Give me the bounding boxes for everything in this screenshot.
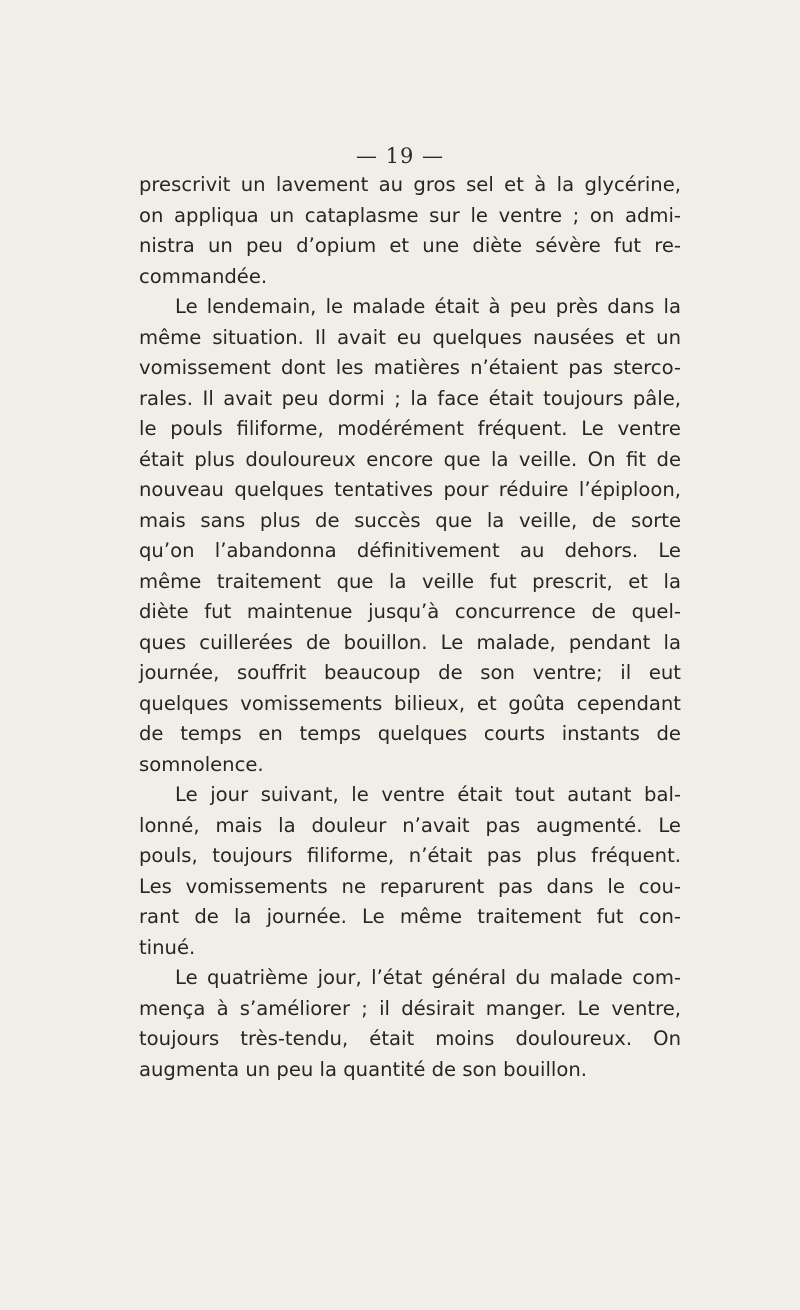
text-line: pouls, toujours filiforme, n’était pas plus fréquent. (139, 844, 681, 867)
text-line: vomissement dont les matières n’étaient pas sterco- (139, 356, 681, 379)
text-line: tinué. (139, 935, 196, 959)
text-line: le pouls filiforme, modérément fréquent. Le ventre (139, 417, 681, 440)
text-line: on appliqua un cataplasme sur le ventre ; on admi- (139, 203, 681, 227)
text-line: mença à s’améliorer ; il désirait manger. Le ventre, (139, 996, 681, 1020)
text-line: somnolence. (139, 752, 264, 776)
text-line: Le quatrième jour, l’état général du malade com- (175, 966, 681, 989)
text-line: Les vomissements ne reparurent pas dans le cou- (139, 874, 681, 898)
text-line: lonné, mais la douleur n’avait pas augmenté. Le (139, 813, 681, 837)
text-line: qu’on l’abandonna définitivement au dehors. Le (139, 539, 681, 562)
text-line: Le jour suivant, le ventre était tout autant bal- (175, 783, 681, 806)
body-text (139, 170, 681, 1085)
text-line: diète fut maintenue jusqu’à concurrence de quel- (139, 600, 681, 623)
text-line: nistra un peu d’opium et une diète sévère fut re- (139, 234, 681, 257)
text-line: nouveau quelques tentatives pour réduire l’épiploon, (139, 478, 681, 501)
text-line: était plus douloureux encore que la veille. On fit de (139, 447, 681, 471)
text-line: même situation. Il avait eu quelques nausées et un (139, 325, 681, 349)
text-line: ques cuillerées de bouillon. Le malade, pendant la (139, 630, 681, 654)
text-line: mais sans plus de succès que la veille, de sorte (139, 508, 681, 532)
text-line: augmenta un peu la quantité de son bouillon. (139, 1057, 587, 1081)
text-line: journée, souffrit beaucoup de son ventre; il eut (139, 661, 681, 684)
page-number: — 19 — (355, 144, 445, 168)
text-line: Le lendemain, le malade était à peu près dans la (175, 295, 681, 318)
text-line: toujours très-tendu, était moins douloureux. On (139, 1027, 681, 1050)
text-line: même traitement que la veille fut prescrit, et la (139, 569, 681, 593)
text-line: rant de la journée. Le même traitement fut con- (139, 905, 681, 928)
text-line: prescrivit un lavement au gros sel et à la glycérine, (139, 173, 681, 196)
text-line: rales. Il avait peu dormi ; la face était toujours pâle, (139, 386, 681, 410)
text-line: quelques vomissements bilieux, et goûta cependant (139, 691, 681, 715)
text-line: commandée. (139, 264, 268, 288)
text-line: de temps en temps quelques courts instants de (139, 722, 681, 745)
